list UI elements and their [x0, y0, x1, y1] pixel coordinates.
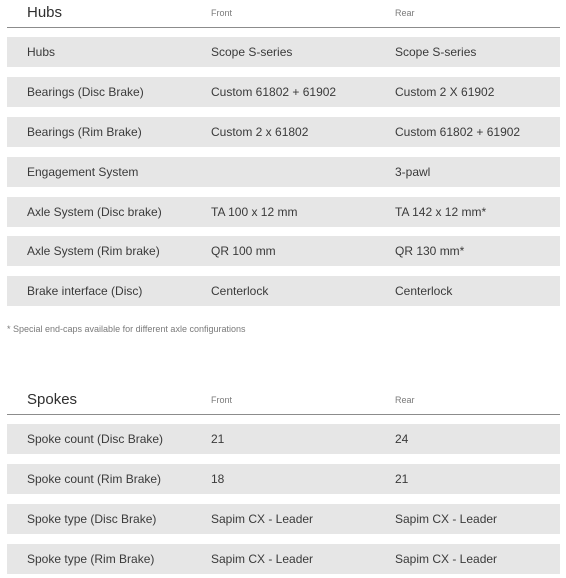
hubs-header — [7, 0, 560, 28]
row-label: Hubs — [27, 45, 56, 59]
row-front-value: Custom 2 x 61802 — [211, 125, 309, 139]
row-front-value: Sapim CX - Leader — [211, 512, 314, 526]
spokes-header — [7, 387, 560, 415]
row-rear-value: Sapim CX - Leader — [395, 512, 498, 526]
row-front-value: 18 — [211, 472, 225, 486]
row-label: Spoke type (Rim Brake) — [27, 552, 155, 566]
spokes-rear-header: Rear — [395, 395, 415, 405]
row-label: Spoke count (Disc Brake) — [27, 432, 164, 446]
row-label: Bearings (Rim Brake) — [27, 125, 142, 139]
row-rear-value: QR 130 mm* — [395, 244, 465, 258]
row-front-value: TA 100 x 12 mm — [211, 205, 298, 219]
hubs-front-header: Front — [211, 8, 233, 18]
table-row — [7, 276, 560, 306]
hubs-rear-header: Rear — [395, 8, 415, 18]
row-rear-value: Sapim CX - Leader — [395, 552, 498, 566]
row-rear-value: 24 — [395, 432, 409, 446]
table-row — [7, 77, 560, 107]
table-row — [7, 197, 560, 227]
table-row — [7, 37, 560, 67]
row-front-value: QR 100 mm — [211, 244, 276, 258]
row-rear-value: 21 — [395, 472, 409, 486]
row-rear-value: 3-pawl — [395, 165, 431, 179]
row-front-value: Scope S-series — [211, 45, 293, 59]
spokes-section — [7, 387, 560, 566]
row-label: Spoke type (Disc Brake) — [27, 512, 157, 526]
row-label: Spoke count (Rim Brake) — [27, 472, 162, 486]
row-rear-value: TA 142 x 12 mm* — [395, 205, 487, 219]
axle-footnote: * Special end-caps available for different axle configurations — [7, 324, 246, 334]
row-front-value: Custom 61802 + 61902 — [211, 85, 337, 99]
row-rear-value: Custom 61802 + 61902 — [395, 125, 521, 139]
row-label: Axle System (Rim brake) — [27, 244, 160, 258]
row-label: Axle System (Disc brake) — [27, 205, 162, 219]
hubs-section — [7, 0, 560, 298]
row-rear-value: Scope S-series — [395, 45, 477, 59]
row-front-value: Sapim CX - Leader — [211, 552, 314, 566]
row-front-value: Centerlock — [211, 284, 269, 298]
row-label: Bearings (Disc Brake) — [27, 85, 144, 99]
row-label: Brake interface (Disc) — [27, 284, 143, 298]
row-front-value: 21 — [211, 432, 225, 446]
row-label: Engagement System — [27, 165, 139, 179]
row-rear-value: Custom 2 X 61902 — [395, 85, 495, 99]
row-rear-value: Centerlock — [395, 284, 453, 298]
table-row — [7, 424, 560, 454]
hubs-title: Hubs — [27, 4, 63, 21]
table-row — [7, 504, 560, 534]
table-row — [7, 157, 560, 187]
table-row — [7, 464, 560, 494]
table-row — [7, 544, 560, 574]
table-row — [7, 117, 560, 147]
spokes-title: Spokes — [27, 391, 78, 408]
table-row — [7, 236, 560, 266]
spokes-front-header: Front — [211, 395, 233, 405]
